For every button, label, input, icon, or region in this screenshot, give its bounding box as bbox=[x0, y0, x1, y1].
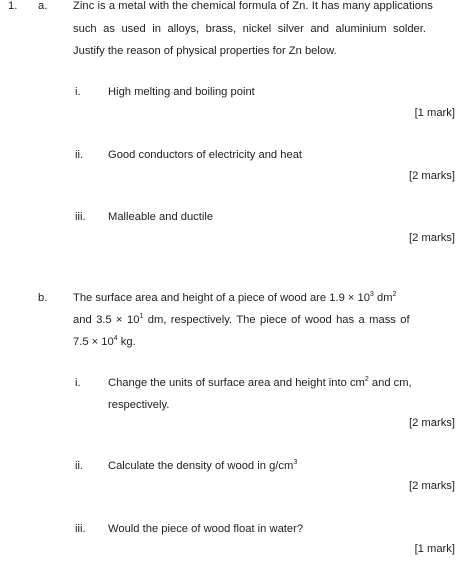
part-b-intro-line-3: $7.5 \times 10^4$ kg. bbox=[73, 335, 136, 348]
question-number: 1. bbox=[8, 0, 18, 12]
part-a-item-3-text: Malleable and ductile bbox=[108, 211, 214, 223]
part-a-item-2-label: ii. bbox=[75, 149, 84, 161]
part-a-item-3-label: iii. bbox=[75, 211, 86, 223]
part-b-item-1-line-1: Change the units of surface area and height into $cm^2$ and cm, bbox=[108, 376, 412, 389]
part-a-intro bbox=[73, 0, 457, 63]
part-b-item-1-marks: [2 marks] bbox=[408, 417, 455, 429]
part-b-label: b. bbox=[38, 292, 48, 304]
part-a-item-3-marks: [2 marks] bbox=[408, 232, 455, 244]
part-b-item-1-line-2: respectively. bbox=[108, 399, 170, 411]
part-b-item-1-text bbox=[108, 372, 456, 416]
part-b-item-3-text: Would the piece of wood float in water? bbox=[108, 523, 304, 535]
part-a-item-2-text: Good conductors of electricity and heat bbox=[108, 149, 303, 161]
part-a-item-1-marks: [1 mark] bbox=[414, 107, 455, 119]
part-b-item-2-marks: [2 marks] bbox=[408, 480, 455, 492]
part-a-intro-line-1: Zinc is a metal with the chemical formula of Zn. It has many applications bbox=[73, 0, 433, 12]
part-a-label: a. bbox=[38, 0, 48, 12]
part-b-intro-line-2: and $3.5 \times 10^1$ dm, respectively. The piece of wood has a mass of bbox=[73, 313, 410, 326]
part-a-intro-line-2: such as used in alloys, brass, nickel silver and aluminium solder. bbox=[73, 22, 426, 35]
part-a-item-2-marks: [2 marks] bbox=[408, 170, 455, 182]
part-b-item-3-label: iii. bbox=[75, 523, 86, 535]
part-b-item-3-marks: [1 mark] bbox=[414, 543, 455, 555]
part-b-intro bbox=[73, 287, 457, 353]
part-a-item-1-text: High melting and boiling point bbox=[108, 86, 255, 98]
part-a-item-1-label: i. bbox=[75, 86, 81, 98]
part-b-item-1-label: i. bbox=[75, 377, 81, 389]
part-b-intro-line-1: The surface area and height of a piece of wood are $1.9 \times 10^3$ $dm^2$ bbox=[73, 291, 397, 304]
part-a-intro-line-3: Justify the reason of physical properties for Zn below. bbox=[73, 45, 337, 57]
part-b-item-2-label: ii. bbox=[75, 460, 84, 472]
part-b-item-2-text: Calculate the density of wood in $g/cm^3$ bbox=[108, 459, 298, 472]
